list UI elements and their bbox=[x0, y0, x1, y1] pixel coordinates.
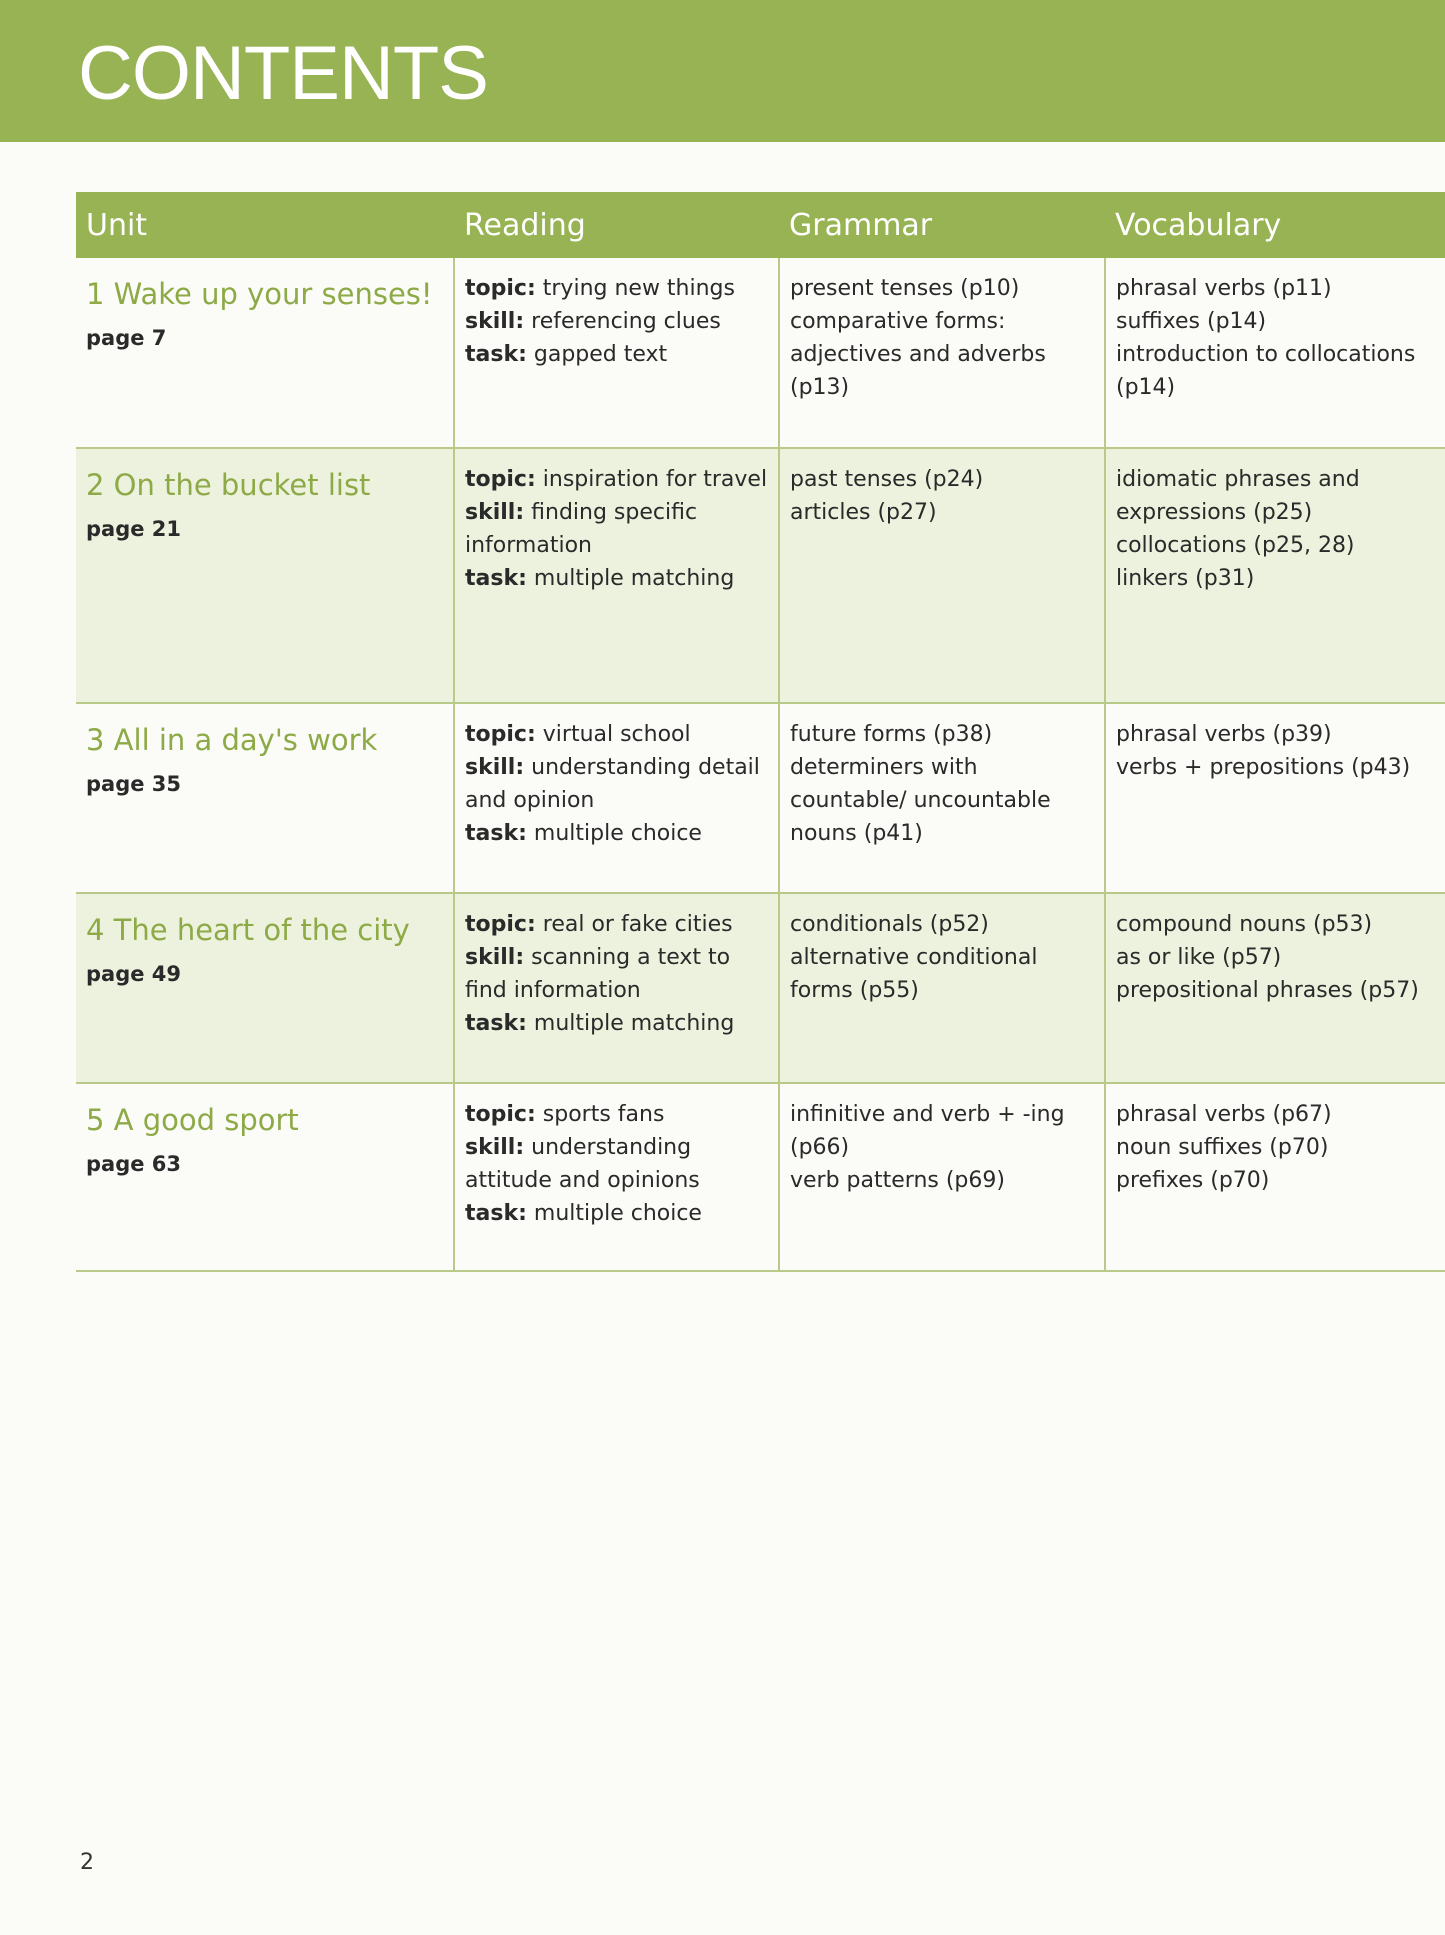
skill-value: understanding attitude and opinions bbox=[465, 1135, 700, 1193]
vocabulary-item: phrasal verbs (p67) bbox=[1116, 1102, 1332, 1127]
grammar-item: present tenses (p10) bbox=[790, 276, 1020, 301]
reading-topic bbox=[465, 1098, 768, 1131]
skill-value: finding specific information bbox=[465, 500, 698, 558]
unit-page: page 35 bbox=[86, 772, 182, 796]
column-header-reading: Reading bbox=[454, 192, 779, 258]
grammar-cell bbox=[779, 703, 1105, 893]
reading-skill bbox=[465, 1131, 768, 1197]
vocabulary-cell bbox=[1105, 1083, 1445, 1271]
vocabulary-item: introduction to collocations (p14) bbox=[1116, 342, 1416, 400]
task-label: task: bbox=[465, 821, 527, 846]
task-label: task: bbox=[465, 342, 527, 367]
unit-cell bbox=[76, 448, 454, 703]
unit-page: page 49 bbox=[86, 962, 182, 986]
page-title: CONTENTS bbox=[78, 31, 488, 116]
vocabulary-item: linkers (p31) bbox=[1116, 566, 1255, 591]
task-label: task: bbox=[465, 1201, 527, 1226]
grammar-item: comparative forms: adjectives and adverbs (p13) bbox=[790, 309, 1046, 400]
grammar-item: alternative conditional forms (p55) bbox=[790, 945, 1038, 1003]
task-label: task: bbox=[465, 566, 527, 591]
unit-cell bbox=[76, 893, 454, 1083]
skill-value: scanning a text to find information bbox=[465, 945, 731, 1003]
skill-value: referencing clues bbox=[531, 309, 721, 334]
table-row bbox=[76, 1083, 1445, 1271]
vocabulary-item: as or like (p57) bbox=[1116, 945, 1282, 970]
grammar-item: future forms (p38) bbox=[790, 722, 993, 747]
unit-cell bbox=[76, 703, 454, 893]
grammar-item: past tenses (p24) bbox=[790, 467, 984, 492]
topic-label: topic: bbox=[465, 467, 536, 492]
reading-skill bbox=[465, 941, 768, 1007]
topic-label: topic: bbox=[465, 1102, 536, 1127]
vocabulary-item: idiomatic phrases and expressions (p25) bbox=[1116, 467, 1360, 525]
column-header-grammar: Grammar bbox=[779, 192, 1105, 258]
reading-cell bbox=[454, 1083, 779, 1271]
vocabulary-item: collocations (p25, 28) bbox=[1116, 533, 1355, 558]
vocabulary-item: noun suffixes (p70) bbox=[1116, 1135, 1329, 1160]
table-row bbox=[76, 893, 1445, 1083]
column-header-unit: Unit bbox=[76, 192, 454, 258]
unit-cell bbox=[76, 258, 454, 448]
skill-label: skill: bbox=[465, 309, 525, 334]
task-value: multiple choice bbox=[533, 821, 702, 846]
reading-topic bbox=[465, 908, 768, 941]
topic-value: sports fans bbox=[542, 1102, 665, 1127]
reading-task bbox=[465, 1197, 768, 1230]
skill-label: skill: bbox=[465, 500, 525, 525]
reading-task bbox=[465, 1007, 768, 1040]
unit-title: 2 On the bucket list bbox=[86, 468, 371, 502]
skill-label: skill: bbox=[465, 755, 525, 780]
topic-value: virtual school bbox=[542, 722, 691, 747]
topic-label: topic: bbox=[465, 722, 536, 747]
vocabulary-item: compound nouns (p53) bbox=[1116, 912, 1373, 937]
grammar-item: determiners with countable/ uncountable nouns (p41) bbox=[790, 755, 1051, 846]
grammar-cell bbox=[779, 258, 1105, 448]
reading-task bbox=[465, 338, 768, 371]
grammar-item: articles (p27) bbox=[790, 500, 937, 525]
grammar-cell bbox=[779, 448, 1105, 703]
reading-task bbox=[465, 562, 768, 595]
skill-label: skill: bbox=[465, 945, 525, 970]
vocabulary-item: prepositional phrases (p57) bbox=[1116, 978, 1419, 1003]
vocabulary-item: phrasal verbs (p11) bbox=[1116, 276, 1332, 301]
topic-value: trying new things bbox=[542, 276, 735, 301]
vocabulary-cell bbox=[1105, 893, 1445, 1083]
unit-title: 5 A good sport bbox=[86, 1103, 299, 1137]
header-banner bbox=[0, 0, 1445, 142]
reading-cell bbox=[454, 258, 779, 448]
unit-page: page 63 bbox=[86, 1152, 182, 1176]
task-value: multiple matching bbox=[533, 566, 735, 591]
topic-value: inspiration for travel bbox=[542, 467, 768, 492]
grammar-cell bbox=[779, 1083, 1105, 1271]
reading-skill bbox=[465, 305, 768, 338]
column-header-vocabulary: Vocabulary bbox=[1105, 192, 1445, 258]
page-number: 2 bbox=[80, 1850, 94, 1875]
reading-topic bbox=[465, 272, 768, 305]
reading-cell bbox=[454, 703, 779, 893]
task-value: multiple matching bbox=[533, 1011, 735, 1036]
vocabulary-item: prefixes (p70) bbox=[1116, 1168, 1270, 1193]
vocabulary-cell bbox=[1105, 258, 1445, 448]
skill-value: understanding detail and opinion bbox=[465, 755, 760, 813]
reading-skill bbox=[465, 496, 768, 562]
task-value: multiple choice bbox=[533, 1201, 702, 1226]
unit-cell bbox=[76, 1083, 454, 1271]
task-label: task: bbox=[465, 1011, 527, 1036]
task-value: gapped text bbox=[533, 342, 668, 367]
vocabulary-cell bbox=[1105, 448, 1445, 703]
topic-label: topic: bbox=[465, 912, 536, 937]
reading-task bbox=[465, 817, 768, 850]
reading-topic bbox=[465, 718, 768, 751]
table-row bbox=[76, 258, 1445, 448]
skill-label: skill: bbox=[465, 1135, 525, 1160]
reading-skill bbox=[465, 751, 768, 817]
table-row bbox=[76, 448, 1445, 703]
unit-title: 1 Wake up your senses! bbox=[86, 277, 433, 311]
reading-cell bbox=[454, 448, 779, 703]
contents-table bbox=[76, 192, 1445, 1272]
reading-cell bbox=[454, 893, 779, 1083]
grammar-item: infinitive and verb + -ing (p66) bbox=[790, 1102, 1065, 1160]
vocabulary-item: phrasal verbs (p39) bbox=[1116, 722, 1332, 747]
reading-topic bbox=[465, 463, 768, 496]
vocabulary-item: suffixes (p14) bbox=[1116, 309, 1267, 334]
grammar-item: verb patterns (p69) bbox=[790, 1168, 1005, 1193]
grammar-item: conditionals (p52) bbox=[790, 912, 989, 937]
topic-value: real or fake cities bbox=[542, 912, 733, 937]
table-header-row bbox=[76, 192, 1445, 258]
topic-label: topic: bbox=[465, 276, 536, 301]
unit-page: page 7 bbox=[86, 326, 167, 350]
grammar-cell bbox=[779, 893, 1105, 1083]
unit-title: 3 All in a day's work bbox=[86, 723, 378, 757]
table-row bbox=[76, 703, 1445, 893]
vocabulary-cell bbox=[1105, 703, 1445, 893]
unit-page: page 21 bbox=[86, 517, 182, 541]
vocabulary-item: verbs + prepositions (p43) bbox=[1116, 755, 1411, 780]
unit-title: 4 The heart of the city bbox=[86, 913, 410, 947]
